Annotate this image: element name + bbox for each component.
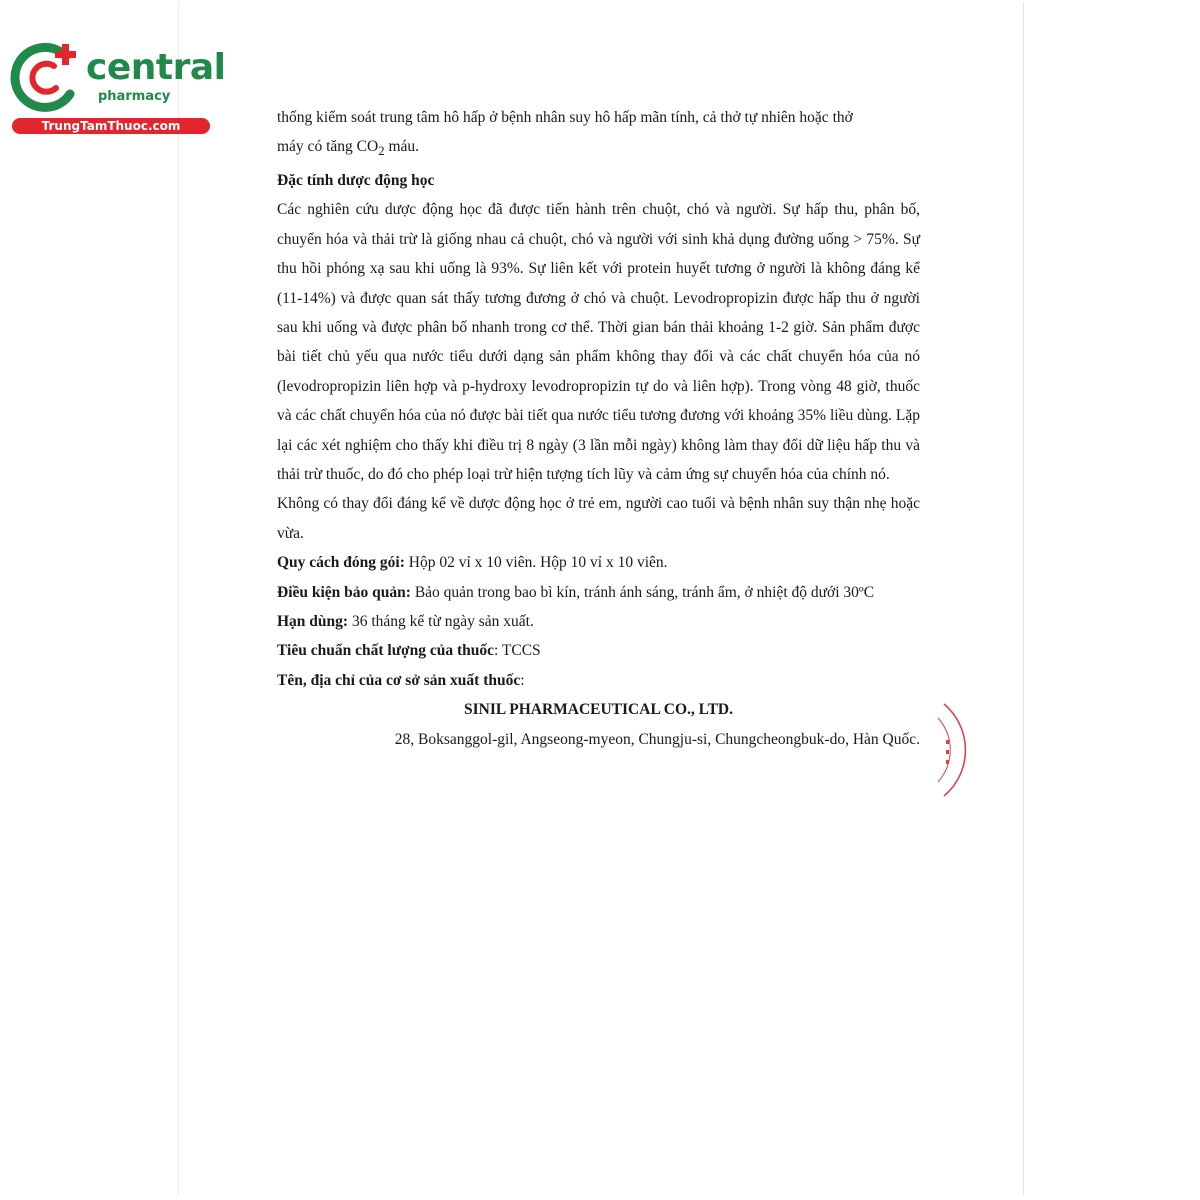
expiry-value: 36 tháng kể từ ngày sản xuất. [348,613,534,630]
intro-line-1: thống kiểm soát trung tâm hô hấp ở bệnh nhân suy hô hấp mãn tính, cả thở tự nhiên hoặc thở [277,109,853,126]
storage-label: Điều kiện bảo quản: [277,583,411,601]
pharmacokinetics-paragraph: Các nghiên cứu dược động học đã được tiến hành trên chuột, chó và người. Sự hấp thu, phân bố, chuyển hóa và thải trừ là giống nhau cả chuột, chó và người với sinh khả dụng đường uống > 75%. Sự thu hồi phóng xạ sau khi uống là 93%. Sự liên kết với protein huyết tương ở người là không đáng kể (11-14%) và được quan sát thấy tương đương ở chó và chuột. Levodropropizin được hấp thu ở người sau khi uống và được phân bố nhanh trong cơ thể. Thời gian bán thải khoảng 1-2 giờ. Sản phẩm được bài tiết chủ yếu qua nước tiểu dưới dạng sản phẩm không thay đổi và các chất chuyển hóa của nó (levodropropizin liên hợp và p-hydroxy levodropropizin tự do và liên hợp). Trong vòng 48 giờ, thuốc và các chất chuyển hóa của nó được bài tiết qua nước tiểu tương đương với khoảng 35% liều dùng. Lặp lại các xét nghiệm cho thấy khi điều trị 8 ngày (3 lần mỗi ngày) không làm thay đổi dữ liệu hấp thu và thải trừ thuốc, do đó cho phép loại trừ hiện tượng tích lũy và cảm ứng sự chuyển hóa của chính nó. [277,201,920,483]
central-logo-icon [10,38,90,118]
document-content [277,103,920,754]
packaging-line [277,548,920,577]
intro-line-2-text: máy có tăng CO [277,138,379,156]
quality-standard-value: : TCCS [494,642,541,660]
company-name: SINIL PHARMACEUTICAL CO., LTD. [463,701,733,719]
company-address: 28, Boksanggol-gil, Angseong-myeon, Chungju-si, Chungcheongbuk-do, Hàn Quốc. [394,730,920,748]
quality-standard-label: Tiêu chuẩn chất lượng của thuốc [277,642,494,660]
quality-standard-line [277,636,920,665]
brand-subtitle: pharmacy [98,89,171,104]
expiry-line [277,607,920,636]
special-populations-paragraph: Không có thay đổi đáng kể về dược động học ở trẻ em, người cao tuổi và bệnh nhân suy thận nhẹ hoặc vừa. [277,495,920,542]
packaging-value: Hộp 02 vỉ x 10 viên. Hộp 10 vỉ x 10 viên. [404,554,668,572]
intro-line-2-end: máu. [384,138,420,156]
brand-website[interactable]: TrungTamThuoc.com [12,118,210,134]
packaging-label: Quy cách đóng gói: [277,554,405,572]
expiry-label: Hạn dùng: [277,613,349,630]
manufacturer-heading-line [277,666,920,695]
intro-line-2 [277,132,920,166]
manufacturer-label: Tên, địa chỉ của cơ sở sản xuất thuốc [277,671,521,689]
manufacturer-colon: : [520,671,525,689]
pharmacokinetics-heading: Đặc tính dược động học [277,171,435,189]
storage-value: Bảo quản trong bao bì kín, tránh ánh sáng, tránh ẩm, ở nhiệt độ dưới 30ºC [410,583,875,601]
brand-name: central [86,47,226,88]
red-stamp-edge [930,700,970,800]
brand-logo [10,38,226,138]
storage-line [277,578,920,607]
co2-subscript: 2 [378,143,385,159]
